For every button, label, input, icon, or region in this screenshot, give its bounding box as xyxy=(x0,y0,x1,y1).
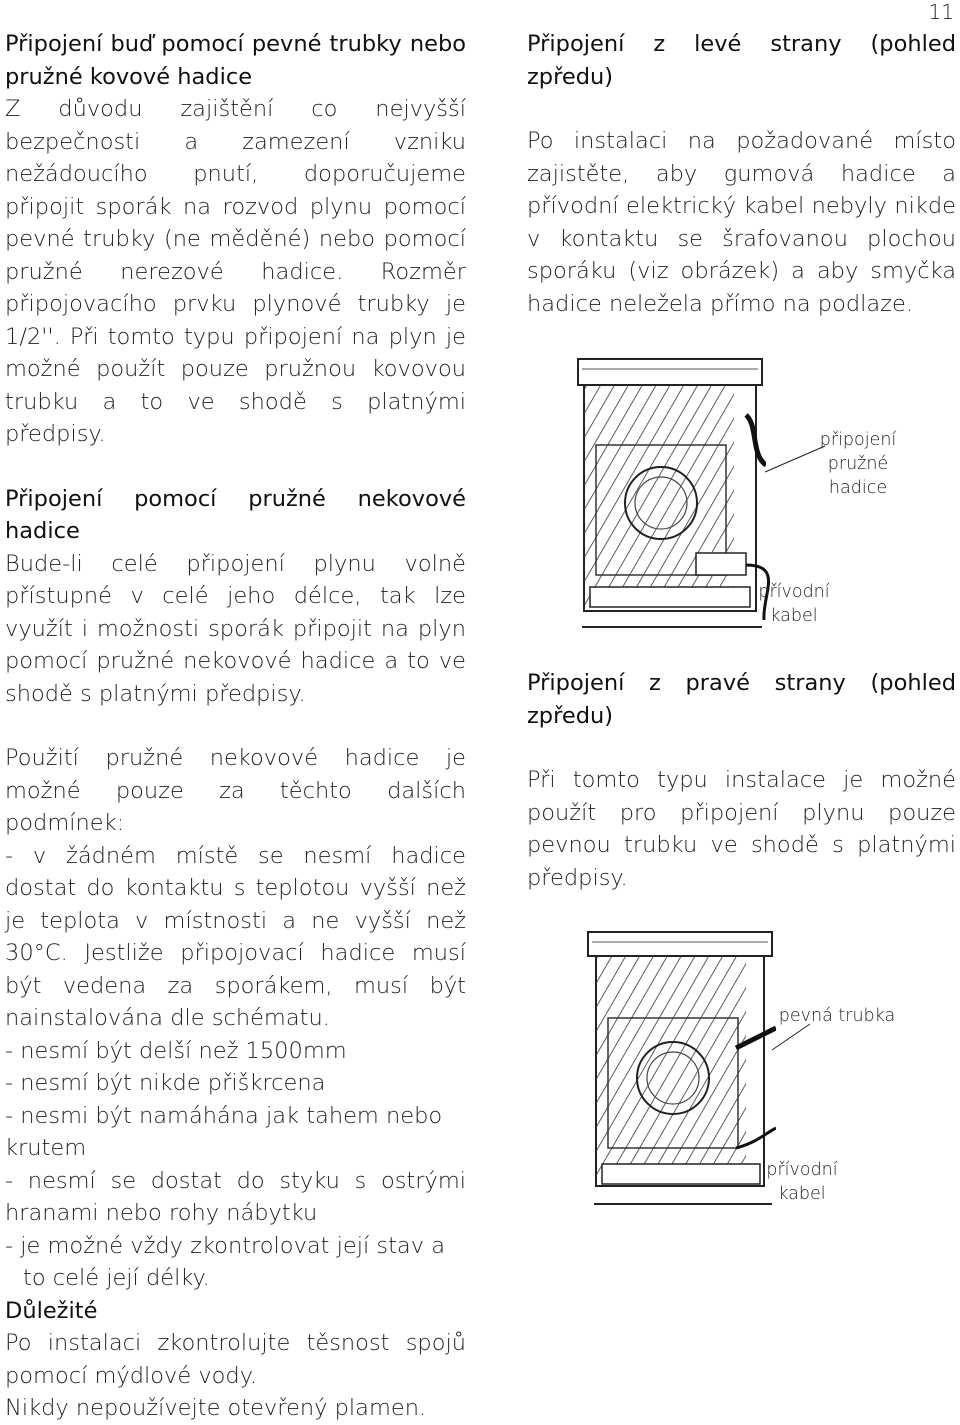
condition-item: - nesmí se dostat do styku s ostrými hranami nebo rohy nábytku xyxy=(5,1167,466,1226)
condition-item: - nesmi být namáhána jak tahem nebo krutem xyxy=(5,1102,443,1161)
important-warning: Nikdy nepoužívejte otevřený plamen. xyxy=(5,1395,427,1421)
section-body-right-side: Při tomto typu instalace je možné použít pro připojení plynu pouze pevnou trubku ve shodě s platnými předpisy. xyxy=(527,767,956,891)
condition-item: - v žádném místě se nesmí hadice dostat do kontaktu s teplotou vyšší než je teplota v místnosti a ne vyšší než 30°C. Jestliže připojovací hadice musí být vedena za sporákem, musí být nainstalována dle schématu. xyxy=(5,842,466,1031)
conditions-intro: Použití pružné nekovové hadice je možné pouze za těchto dalších podmínek: xyxy=(5,745,466,836)
section-body-rigid-pipe: Z důvodu zajištění co nejvyšší bezpečnosti a zamezení vzniku nežádoucího pnutí, doporučujeme připojit sporák na rozvod plynu pomocí pevné trubky (ne měděné) nebo pomocí pružné nerezové hadice. Rozměr připojovacího prvku plynové trubky je 1/2''. Při tomto typu připojení na plyn je možné použít pouze pružnou kovovou trubku a to ve shodě s platnými předpisy. xyxy=(5,96,466,447)
label-power-cable-2: přívodní kabel xyxy=(766,1160,838,1204)
right-section-2 xyxy=(527,667,956,894)
important-heading: Důležité xyxy=(5,1297,98,1324)
label-rigid-pipe: pevná trubka xyxy=(778,1006,896,1026)
section-body-nonmetal-hose: Bude-li celé připojení plynu volně přístupné v celé jeho délce, tak lze využít i možnosti sporák připojit na plyn pomocí pružné nekovové hadice a to ve shodě s platnými předpisy. xyxy=(5,550,466,707)
section-body-left-side: Po instalaci na požadované místo zajistěte, aby gumová hadice a přívodní elektrický kabel nebyly nikde v kontaktu se šrafovanou plochou sporáku (viz obrázek) a aby smyčka hadice neležela přímo na podlaze. xyxy=(527,128,956,317)
figure-right-connection xyxy=(586,928,776,1210)
label-flexible-hose: připojení pružné hadice xyxy=(819,430,897,498)
section-heading-rigid-pipe: Připojení buď pomocí pevné trubky nebo pružné kovové hadice xyxy=(5,31,466,90)
condition-item: - nesmí být delší než 1500mm xyxy=(5,1037,347,1064)
condition-item: - nesmí být nikde přiškrcena xyxy=(5,1070,326,1096)
right-column xyxy=(527,28,956,320)
cooker-diagram-2 xyxy=(586,928,776,1210)
important-body: Po instalaci zkontrolujte těsnost spojů pomocí mýdlové vody. xyxy=(5,1330,466,1389)
section-heading-left-side: Připojení z levé strany (pohled zpředu) xyxy=(527,31,956,90)
condition-item: - je možné vždy zkontrolovat její stav a to celé její délky. xyxy=(5,1232,445,1291)
figure-left-connection xyxy=(576,355,766,635)
label-power-cable-1: přívodní kabel xyxy=(758,582,830,626)
cooker-diagram-1 xyxy=(576,355,766,635)
left-column xyxy=(5,28,466,1425)
section-heading-nonmetal-hose: Připojení pomocí pružné nekovové hadice xyxy=(5,485,466,544)
section-heading-right-side: Připojení z pravé strany (pohled zpředu) xyxy=(527,670,956,729)
page-number: 11 xyxy=(928,0,954,24)
